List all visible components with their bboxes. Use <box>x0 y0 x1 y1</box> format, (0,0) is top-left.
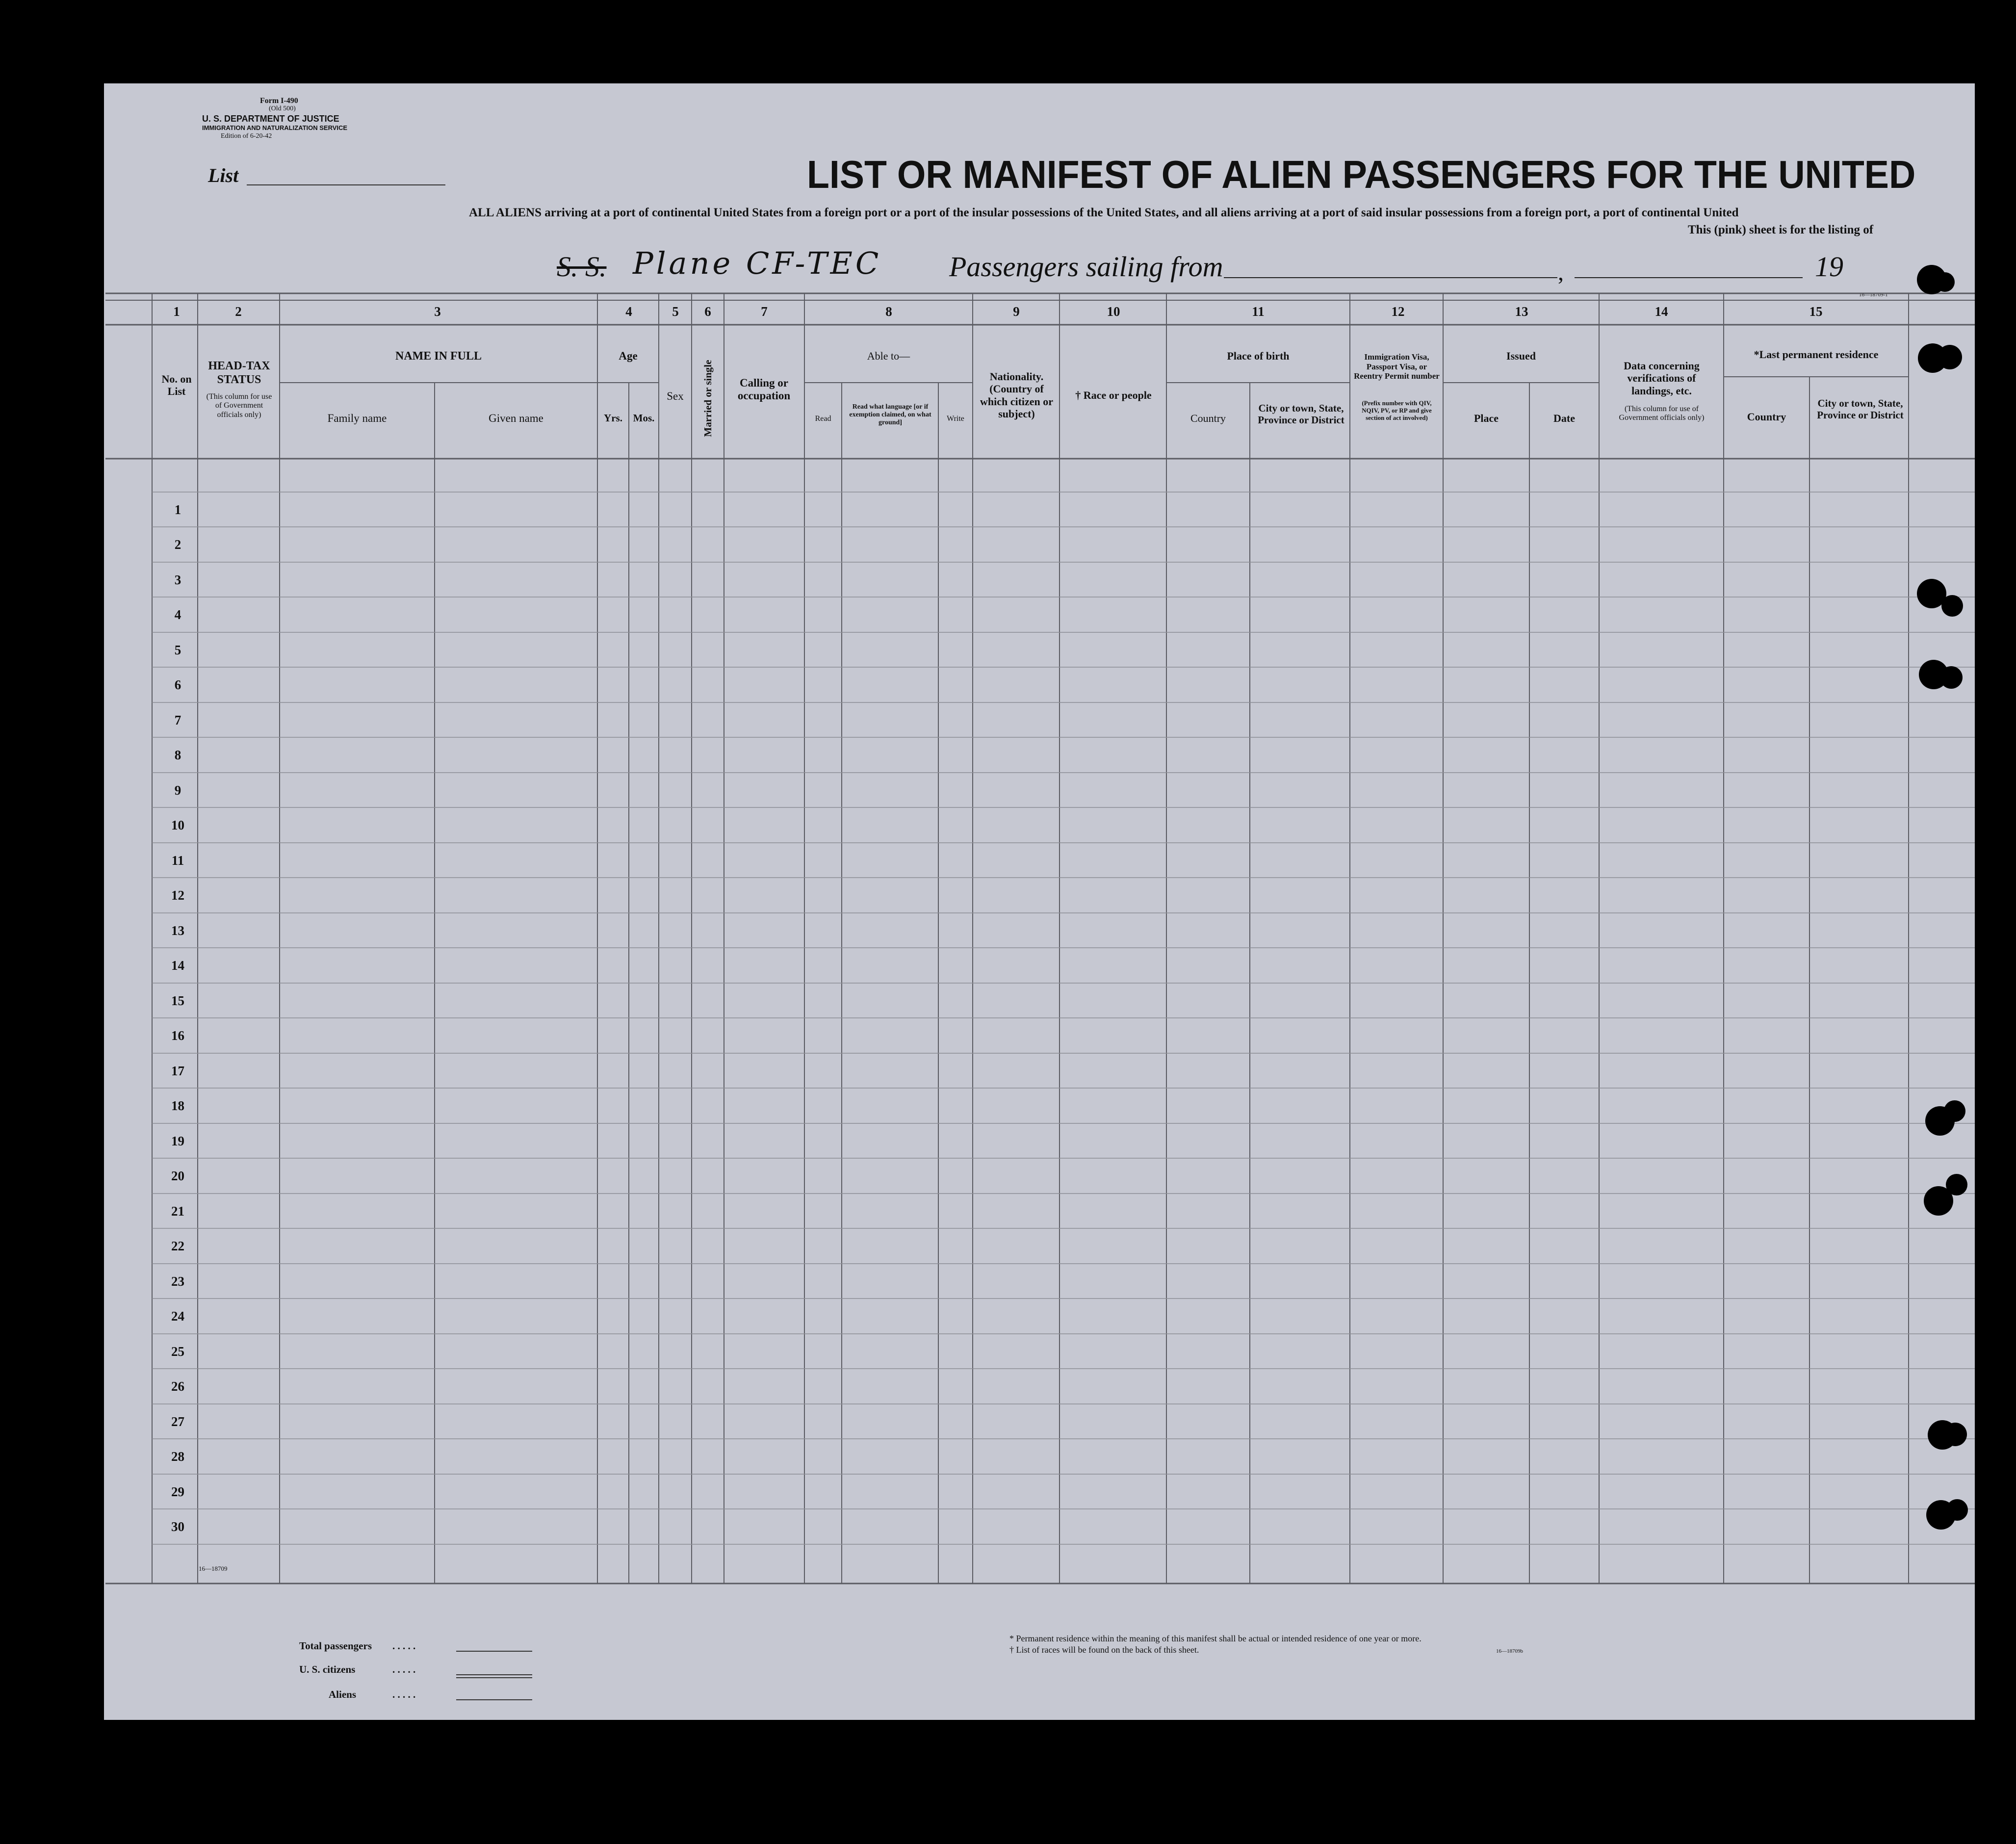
row-number: 21 <box>171 1204 184 1219</box>
list-label: List <box>208 164 239 186</box>
hdr-city-town-2: City or town, State, Province or District <box>1817 397 1904 421</box>
form-number: Form I-490 <box>260 97 298 105</box>
hdr-city-town: City or town, State, Province or District <box>1258 402 1344 426</box>
hdr-head-tax: HEAD-TAX STATUS <box>208 360 270 386</box>
form-old: (Old 500) <box>269 105 296 112</box>
row-number: 19 <box>171 1134 184 1148</box>
col-num-14: 14 <box>1654 304 1668 319</box>
total-dots: . . . . . <box>392 1640 416 1652</box>
col-num-6: 6 <box>704 304 711 319</box>
col-num-5: 5 <box>672 304 679 319</box>
footnote-code: 16—18709b <box>1496 1648 1523 1654</box>
vessel-handwritten: Plane CF-TEC <box>633 245 882 281</box>
row-number: 13 <box>171 923 184 938</box>
row-number: 17 <box>171 1064 184 1078</box>
hdr-data-note: (This column for use of Government officials only) <box>1619 405 1705 422</box>
row-number: 10 <box>171 818 184 832</box>
hdr-able-to: Able to— <box>867 350 910 362</box>
footnote-permanent: * Permanent residence within the meaning of this manifest shall be actual or intended residence of one year or more. <box>1009 1634 1422 1643</box>
footnote-races: † List of races will be found on the back of this sheet. <box>1009 1645 1199 1655</box>
hdr-visa: Immigration Visa, Passport Visa, or Reentry Permit number <box>1354 352 1440 381</box>
hdr-date: Date <box>1553 412 1575 424</box>
row-number: 29 <box>171 1484 184 1499</box>
col-num-12: 12 <box>1391 304 1405 319</box>
row-number: 27 <box>171 1414 184 1429</box>
hdr-calling: Calling or occupation <box>737 377 791 402</box>
hdr-sex: Sex <box>667 390 684 402</box>
row-number: 24 <box>171 1309 184 1324</box>
col-num-1: 1 <box>173 304 180 319</box>
sailing-comma: , <box>1558 260 1564 286</box>
hdr-read-language: Read what language [or if exemption claimed, on what ground] <box>849 403 931 427</box>
aliens-dots: . . . . . <box>392 1688 416 1700</box>
subtitle-line1: ALL ALIENS arriving at a port of continental United States from a foreign port or a port of the insular possessions of the United States, and all aliens arriving at a port of said insular possessions from a foreign port, a port of continental United <box>469 206 1739 219</box>
form-dept: U. S. DEPARTMENT OF JUSTICE <box>202 114 339 124</box>
total-passengers-label: Total passengers <box>299 1640 372 1652</box>
hdr-name-in-full: NAME IN FULL <box>395 350 482 363</box>
hdr-data-concerning: Data concerning verifications of landings, etc. <box>1624 360 1700 397</box>
row-number: 8 <box>174 748 181 762</box>
hdr-given-name: Given name <box>489 412 543 424</box>
hdr-place: Place <box>1473 412 1499 424</box>
hdr-age: Age <box>619 350 638 362</box>
hdr-no-on-list: No. on List <box>161 373 192 398</box>
punch-hole <box>1938 345 1962 369</box>
hdr-visa-note: (Prefix number with QIV, NQIV, PV, or RP and give section of act involved) <box>1362 399 1432 421</box>
form-edition: Edition of 6-20-42 <box>221 132 272 140</box>
punch-hole <box>1946 1174 1967 1195</box>
subtitle-line2: This (pink) sheet is for the listing of <box>1688 223 1874 236</box>
hdr-married: Married or single <box>701 360 714 437</box>
title: LIST OR MANIFEST OF ALIEN PASSENGERS FOR THE UNITED <box>807 153 1916 196</box>
row-number: 5 <box>174 643 181 657</box>
row-number: 14 <box>171 958 184 973</box>
year-prefix: 19 <box>1815 251 1843 283</box>
row-number: 9 <box>174 783 181 798</box>
row-number: 3 <box>174 572 181 587</box>
hdr-head-tax-note: (This column for use of Government officials only) <box>206 392 272 419</box>
row-number: 11 <box>171 853 184 868</box>
hdr-country-2: Country <box>1747 411 1786 423</box>
punch-hole <box>1944 1100 1965 1122</box>
aliens-label: Aliens <box>329 1688 357 1700</box>
hdr-country: Country <box>1190 412 1226 424</box>
col-num-10: 10 <box>1107 304 1120 319</box>
hdr-place-of-birth: Place of birth <box>1227 350 1290 362</box>
punch-hole <box>1935 272 1955 292</box>
row-number: 20 <box>171 1169 184 1183</box>
punch-hole <box>1941 595 1963 617</box>
hdr-nationality: Nationality. (Country of which citizen or subject) <box>980 370 1054 420</box>
row-number: 16 <box>171 1028 184 1043</box>
col-num-2: 2 <box>235 304 242 319</box>
hdr-family-name: Family name <box>327 412 387 424</box>
row-number: 4 <box>174 607 181 622</box>
punch-hole <box>1943 1423 1967 1446</box>
ss-label: S. S. <box>557 251 607 283</box>
row-number: 28 <box>171 1449 184 1464</box>
print-code-bottom: 16—18709 <box>199 1565 228 1572</box>
row-number: 25 <box>171 1344 184 1359</box>
row-number: 22 <box>171 1239 184 1253</box>
form-service: IMMIGRATION AND NATURALIZATION SERVICE <box>202 124 348 131</box>
punch-hole <box>1946 1499 1968 1521</box>
col-num-7: 7 <box>761 304 768 319</box>
row-number: 30 <box>171 1519 184 1534</box>
col-num-13: 13 <box>1515 304 1528 319</box>
row-number: 1 <box>174 502 181 517</box>
us-dots: . . . . . <box>392 1663 416 1675</box>
col-num-8: 8 <box>885 304 892 319</box>
row-number: 23 <box>171 1274 184 1289</box>
hdr-yrs: Yrs. <box>604 412 622 424</box>
col-num-15: 15 <box>1809 304 1823 319</box>
hdr-last-residence: *Last permanent residence <box>1754 348 1879 361</box>
row-number: 15 <box>171 993 184 1008</box>
row-number: 26 <box>171 1379 184 1394</box>
hdr-mos: Mos. <box>633 412 655 424</box>
row-number: 18 <box>171 1098 184 1113</box>
col-num-9: 9 <box>1013 304 1020 319</box>
hdr-read: Read <box>815 415 831 423</box>
col-num-3: 3 <box>434 304 441 319</box>
row-number: 7 <box>174 713 181 727</box>
row-number: 6 <box>174 677 181 692</box>
sailing-label: Passengers sailing from <box>949 251 1223 283</box>
col-num-11: 11 <box>1252 304 1265 319</box>
us-citizens-label: U. S. citizens <box>299 1663 356 1675</box>
hdr-write: Write <box>947 415 964 423</box>
hdr-issued: Issued <box>1506 350 1536 362</box>
col-num-4: 4 <box>625 304 632 319</box>
row-number: 12 <box>171 888 184 903</box>
print-code-top: 16—18709-1 <box>1859 292 1888 298</box>
row-number: 2 <box>174 537 181 552</box>
punch-hole <box>1940 666 1963 689</box>
hdr-race: † Race or people <box>1075 389 1152 401</box>
